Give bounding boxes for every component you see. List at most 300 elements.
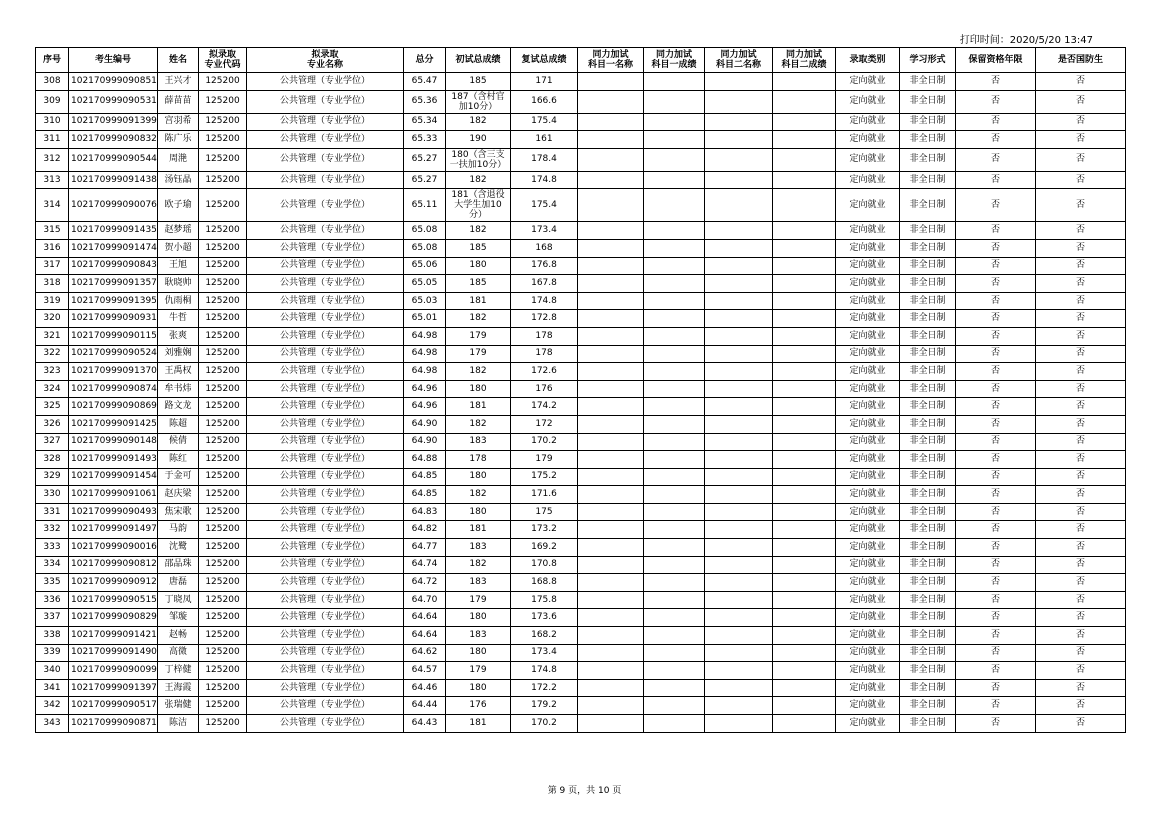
cell-major-name: 公共管理（专业学位）: [247, 451, 404, 469]
cell-reserve-years: 否: [956, 609, 1036, 627]
table-row: [36, 275, 1126, 293]
cell-seq: 335: [36, 574, 69, 592]
cell-extra2-score: [773, 222, 836, 240]
cell-initial: 183: [446, 539, 511, 557]
cell-major-name: 公共管理（专业学位）: [247, 556, 404, 574]
cell-extra2-score: [773, 257, 836, 275]
cell-extra1-score: [644, 171, 705, 189]
cell-major-code: 125200: [199, 275, 247, 293]
cell-study-form: 非全日制: [900, 380, 956, 398]
cell-extra2-name: [705, 148, 773, 171]
cell-extra2-name: [705, 327, 773, 345]
cell-name: 王海霞: [158, 679, 199, 697]
table-row: [36, 292, 1126, 310]
cell-study-form: 非全日制: [900, 503, 956, 521]
cell-retest: 174.8: [511, 662, 578, 680]
cell-retest: 170.2: [511, 715, 578, 733]
cell-name: 陈广乐: [158, 131, 199, 149]
cell-major-name: 公共管理（专业学位）: [247, 574, 404, 592]
cell-reserve-years: 否: [956, 275, 1036, 293]
cell-seq: 318: [36, 275, 69, 293]
cell-extra2-name: [705, 644, 773, 662]
cell-study-form: 非全日制: [900, 415, 956, 433]
table-row: [36, 574, 1126, 592]
cell-name: 邵品珠: [158, 556, 199, 574]
cell-major-name: 公共管理（专业学位）: [247, 521, 404, 539]
cell-study-form: 非全日制: [900, 222, 956, 240]
cell-initial: 181（含退役大学生加10分）: [446, 189, 511, 222]
cell-exam-id: 102170999090524: [69, 345, 158, 363]
cell-total: 64.96: [404, 398, 446, 416]
cell-defense: 否: [1036, 73, 1126, 91]
table-row: [36, 257, 1126, 275]
cell-extra1-name: [578, 556, 644, 574]
cell-exam-id: 102170999091357: [69, 275, 158, 293]
cell-study-form: 非全日制: [900, 148, 956, 171]
cell-study-form: 非全日制: [900, 627, 956, 645]
cell-seq: 330: [36, 486, 69, 504]
cell-major-name: 公共管理（专业学位）: [247, 275, 404, 293]
cell-reserve-years: 否: [956, 73, 1036, 91]
cell-initial: 185: [446, 73, 511, 91]
cell-admit-type: 定向就业: [836, 239, 900, 257]
cell-exam-id: 102170999090874: [69, 380, 158, 398]
cell-defense: 否: [1036, 468, 1126, 486]
cell-major-code: 125200: [199, 556, 247, 574]
cell-total: 64.98: [404, 345, 446, 363]
cell-extra2-score: [773, 415, 836, 433]
cell-retest: 168.2: [511, 627, 578, 645]
cell-retest: 174.8: [511, 292, 578, 310]
cell-seq: 329: [36, 468, 69, 486]
table-row: [36, 521, 1126, 539]
cell-total: 64.85: [404, 486, 446, 504]
cell-major-name: 公共管理（专业学位）: [247, 503, 404, 521]
cell-admit-type: 定向就业: [836, 310, 900, 328]
cell-extra2-score: [773, 310, 836, 328]
cell-name: 薛苗苗: [158, 90, 199, 113]
cell-seq: 316: [36, 239, 69, 257]
cell-study-form: 非全日制: [900, 556, 956, 574]
cell-extra2-score: [773, 380, 836, 398]
cell-seq: 308: [36, 73, 69, 91]
cell-reserve-years: 否: [956, 697, 1036, 715]
table-body: [36, 73, 1126, 733]
cell-defense: 否: [1036, 556, 1126, 574]
cell-exam-id: 102170999091493: [69, 451, 158, 469]
cell-reserve-years: 否: [956, 679, 1036, 697]
cell-exam-id: 102170999090812: [69, 556, 158, 574]
cell-exam-id: 102170999091421: [69, 627, 158, 645]
cell-extra1-score: [644, 398, 705, 416]
header-col-extra2-name: 同力加试 科目二名称: [705, 48, 773, 73]
cell-extra1-score: [644, 363, 705, 381]
cell-seq: 339: [36, 644, 69, 662]
cell-initial: 180: [446, 644, 511, 662]
cell-seq: 337: [36, 609, 69, 627]
cell-reserve-years: 否: [956, 310, 1036, 328]
cell-defense: 否: [1036, 539, 1126, 557]
cell-retest: 171.6: [511, 486, 578, 504]
cell-extra2-name: [705, 345, 773, 363]
cell-major-code: 125200: [199, 345, 247, 363]
cell-extra2-score: [773, 627, 836, 645]
table-row: [36, 310, 1126, 328]
cell-extra2-name: [705, 539, 773, 557]
cell-total: 64.72: [404, 574, 446, 592]
cell-major-name: 公共管理（专业学位）: [247, 662, 404, 680]
cell-exam-id: 102170999090931: [69, 310, 158, 328]
cell-extra2-name: [705, 627, 773, 645]
cell-initial: 182: [446, 415, 511, 433]
cell-initial: 176: [446, 697, 511, 715]
cell-study-form: 非全日制: [900, 73, 956, 91]
cell-extra2-name: [705, 171, 773, 189]
cell-study-form: 非全日制: [900, 662, 956, 680]
cell-study-form: 非全日制: [900, 275, 956, 293]
cell-admit-type: 定向就业: [836, 697, 900, 715]
cell-extra1-score: [644, 591, 705, 609]
cell-major-code: 125200: [199, 715, 247, 733]
cell-total: 64.57: [404, 662, 446, 680]
cell-extra1-name: [578, 327, 644, 345]
cell-name: 贺小超: [158, 239, 199, 257]
cell-total: 65.34: [404, 113, 446, 131]
cell-admit-type: 定向就业: [836, 189, 900, 222]
header-col-total: 总分: [404, 48, 446, 73]
cell-defense: 否: [1036, 327, 1126, 345]
cell-name: 赵庆梁: [158, 486, 199, 504]
cell-retest: 170.8: [511, 556, 578, 574]
cell-extra1-name: [578, 662, 644, 680]
cell-name: 赵畅: [158, 627, 199, 645]
cell-initial: 180: [446, 679, 511, 697]
cell-initial: 179: [446, 327, 511, 345]
cell-initial: 182: [446, 486, 511, 504]
cell-seq: 332: [36, 521, 69, 539]
cell-extra2-name: [705, 609, 773, 627]
table-row: [36, 189, 1126, 222]
cell-name: 高微: [158, 644, 199, 662]
cell-study-form: 非全日制: [900, 327, 956, 345]
cell-extra1-name: [578, 363, 644, 381]
cell-extra2-name: [705, 239, 773, 257]
cell-major-code: 125200: [199, 433, 247, 451]
cell-reserve-years: 否: [956, 171, 1036, 189]
cell-major-name: 公共管理（专业学位）: [247, 415, 404, 433]
cell-total: 64.64: [404, 627, 446, 645]
cell-major-name: 公共管理（专业学位）: [247, 171, 404, 189]
cell-extra2-score: [773, 433, 836, 451]
cell-admit-type: 定向就业: [836, 503, 900, 521]
cell-initial: 179: [446, 662, 511, 680]
cell-seq: 341: [36, 679, 69, 697]
cell-extra1-score: [644, 189, 705, 222]
cell-retest: 176: [511, 380, 578, 398]
cell-seq: 317: [36, 257, 69, 275]
cell-extra2-score: [773, 239, 836, 257]
cell-total: 64.85: [404, 468, 446, 486]
cell-total: 64.83: [404, 503, 446, 521]
cell-name: 赵梦瑶: [158, 222, 199, 240]
cell-admit-type: 定向就业: [836, 148, 900, 171]
cell-defense: 否: [1036, 257, 1126, 275]
cell-major-name: 公共管理（专业学位）: [247, 239, 404, 257]
cell-extra2-score: [773, 73, 836, 91]
cell-extra2-score: [773, 662, 836, 680]
cell-extra1-score: [644, 275, 705, 293]
cell-major-name: 公共管理（专业学位）: [247, 486, 404, 504]
cell-admit-type: 定向就业: [836, 131, 900, 149]
cell-major-name: 公共管理（专业学位）: [247, 310, 404, 328]
cell-extra2-score: [773, 131, 836, 149]
cell-seq: 340: [36, 662, 69, 680]
cell-major-code: 125200: [199, 398, 247, 416]
table-row: [36, 715, 1126, 733]
cell-admit-type: 定向就业: [836, 292, 900, 310]
cell-total: 64.98: [404, 327, 446, 345]
table-row: [36, 609, 1126, 627]
cell-defense: 否: [1036, 398, 1126, 416]
cell-total: 64.43: [404, 715, 446, 733]
cell-name: 陈超: [158, 415, 199, 433]
cell-initial: 180: [446, 257, 511, 275]
cell-major-code: 125200: [199, 239, 247, 257]
cell-retest: 173.2: [511, 521, 578, 539]
cell-name: 张爽: [158, 327, 199, 345]
cell-seq: 311: [36, 131, 69, 149]
cell-retest: 175: [511, 503, 578, 521]
cell-major-name: 公共管理（专业学位）: [247, 380, 404, 398]
cell-admit-type: 定向就业: [836, 345, 900, 363]
cell-extra1-score: [644, 556, 705, 574]
cell-initial: 185: [446, 239, 511, 257]
cell-name: 陈洁: [158, 715, 199, 733]
cell-initial: 183: [446, 627, 511, 645]
cell-major-name: 公共管理（专业学位）: [247, 90, 404, 113]
table-row: [36, 433, 1126, 451]
cell-extra1-score: [644, 345, 705, 363]
cell-major-code: 125200: [199, 148, 247, 171]
cell-defense: 否: [1036, 697, 1126, 715]
cell-major-name: 公共管理（专业学位）: [247, 73, 404, 91]
cell-retest: 175.4: [511, 189, 578, 222]
cell-total: 65.05: [404, 275, 446, 293]
cell-admit-type: 定向就业: [836, 521, 900, 539]
cell-extra1-score: [644, 503, 705, 521]
cell-extra1-name: [578, 171, 644, 189]
cell-total: 64.70: [404, 591, 446, 609]
cell-total: 64.74: [404, 556, 446, 574]
cell-admit-type: 定向就业: [836, 171, 900, 189]
cell-major-name: 公共管理（专业学位）: [247, 591, 404, 609]
cell-extra2-score: [773, 189, 836, 222]
cell-reserve-years: 否: [956, 415, 1036, 433]
cell-study-form: 非全日制: [900, 679, 956, 697]
cell-retest: 178: [511, 327, 578, 345]
page-number: 第 9 页，共 10 页: [547, 786, 622, 796]
cell-total: 64.77: [404, 539, 446, 557]
table-row: [36, 644, 1126, 662]
cell-major-code: 125200: [199, 73, 247, 91]
cell-major-name: 公共管理（专业学位）: [247, 113, 404, 131]
cell-extra1-score: [644, 90, 705, 113]
cell-name: 王兴才: [158, 73, 199, 91]
cell-extra2-score: [773, 292, 836, 310]
table-row: [36, 363, 1126, 381]
cell-seq: 324: [36, 380, 69, 398]
cell-extra2-score: [773, 275, 836, 293]
cell-total: 64.96: [404, 380, 446, 398]
cell-exam-id: 102170999091370: [69, 363, 158, 381]
cell-seq: 314: [36, 189, 69, 222]
cell-seq: 309: [36, 90, 69, 113]
cell-admit-type: 定向就业: [836, 715, 900, 733]
cell-initial: 183: [446, 574, 511, 592]
cell-total: 65.27: [404, 148, 446, 171]
cell-extra1-name: [578, 292, 644, 310]
cell-extra1-score: [644, 239, 705, 257]
table-row: [36, 627, 1126, 645]
cell-total: 64.90: [404, 433, 446, 451]
cell-extra2-name: [705, 415, 773, 433]
cell-name: 牛哲: [158, 310, 199, 328]
header-col-name: 姓名: [158, 48, 199, 73]
cell-total: 65.36: [404, 90, 446, 113]
cell-extra2-score: [773, 679, 836, 697]
cell-admit-type: 定向就业: [836, 415, 900, 433]
table-row: [36, 591, 1126, 609]
cell-admit-type: 定向就业: [836, 556, 900, 574]
cell-defense: 否: [1036, 715, 1126, 733]
cell-reserve-years: 否: [956, 486, 1036, 504]
cell-reserve-years: 否: [956, 521, 1036, 539]
cell-study-form: 非全日制: [900, 486, 956, 504]
cell-extra1-score: [644, 310, 705, 328]
header-col-exam-id: 考生编号: [69, 48, 158, 73]
table-row: [36, 171, 1126, 189]
header-col-retest: 复试总成绩: [511, 48, 578, 73]
cell-major-code: 125200: [199, 363, 247, 381]
cell-retest: 168: [511, 239, 578, 257]
cell-extra2-name: [705, 363, 773, 381]
cell-name: 王旭: [158, 257, 199, 275]
cell-name: 丁晓凤: [158, 591, 199, 609]
cell-major-name: 公共管理（专业学位）: [247, 697, 404, 715]
cell-defense: 否: [1036, 609, 1126, 627]
cell-seq: 319: [36, 292, 69, 310]
cell-reserve-years: 否: [956, 292, 1036, 310]
cell-exam-id: 102170999091397: [69, 679, 158, 697]
cell-seq: 333: [36, 539, 69, 557]
cell-seq: 343: [36, 715, 69, 733]
cell-extra2-name: [705, 275, 773, 293]
cell-name: 耿晓帅: [158, 275, 199, 293]
cell-name: 沈鹭: [158, 539, 199, 557]
cell-extra2-name: [705, 486, 773, 504]
cell-major-code: 125200: [199, 131, 247, 149]
cell-reserve-years: 否: [956, 591, 1036, 609]
table-row: [36, 451, 1126, 469]
cell-study-form: 非全日制: [900, 363, 956, 381]
print-time: 打印时间：2020/5/20 13:47: [959, 35, 1093, 46]
cell-extra2-name: [705, 468, 773, 486]
cell-exam-id: 102170999090871: [69, 715, 158, 733]
cell-extra2-name: [705, 451, 773, 469]
cell-retest: 172.2: [511, 679, 578, 697]
cell-extra2-score: [773, 148, 836, 171]
cell-study-form: 非全日制: [900, 591, 956, 609]
cell-defense: 否: [1036, 486, 1126, 504]
cell-study-form: 非全日制: [900, 539, 956, 557]
cell-retest: 168.8: [511, 574, 578, 592]
cell-seq: 331: [36, 503, 69, 521]
cell-study-form: 非全日制: [900, 644, 956, 662]
cell-extra2-name: [705, 310, 773, 328]
cell-extra2-score: [773, 521, 836, 539]
cell-retest: 174.2: [511, 398, 578, 416]
header-col-major-code: 拟录取 专业代码: [199, 48, 247, 73]
cell-defense: 否: [1036, 451, 1126, 469]
cell-extra1-score: [644, 644, 705, 662]
cell-admit-type: 定向就业: [836, 90, 900, 113]
header-col-initial: 初试总成绩: [446, 48, 511, 73]
table-row: [36, 90, 1126, 113]
cell-study-form: 非全日制: [900, 310, 956, 328]
cell-major-name: 公共管理（专业学位）: [247, 363, 404, 381]
cell-exam-id: 102170999090829: [69, 609, 158, 627]
cell-reserve-years: 否: [956, 239, 1036, 257]
cell-reserve-years: 否: [956, 363, 1036, 381]
cell-reserve-years: 否: [956, 556, 1036, 574]
cell-extra2-name: [705, 398, 773, 416]
cell-reserve-years: 否: [956, 398, 1036, 416]
table-row: [36, 73, 1126, 91]
cell-major-name: 公共管理（专业学位）: [247, 433, 404, 451]
cell-reserve-years: 否: [956, 327, 1036, 345]
cell-retest: 173.4: [511, 644, 578, 662]
cell-extra2-name: [705, 662, 773, 680]
cell-reserve-years: 否: [956, 90, 1036, 113]
cell-total: 65.33: [404, 131, 446, 149]
cell-initial: 180（含三支一扶加10分）: [446, 148, 511, 171]
header-col-extra1-name: 同力加试 科目一名称: [578, 48, 644, 73]
cell-admit-type: 定向就业: [836, 363, 900, 381]
cell-total: 65.27: [404, 171, 446, 189]
cell-extra2-name: [705, 380, 773, 398]
cell-admit-type: 定向就业: [836, 451, 900, 469]
cell-extra1-name: [578, 310, 644, 328]
cell-initial: 182: [446, 171, 511, 189]
cell-major-name: 公共管理（专业学位）: [247, 468, 404, 486]
cell-extra2-name: [705, 73, 773, 91]
cell-major-name: 公共管理（专业学位）: [247, 148, 404, 171]
cell-exam-id: 102170999091454: [69, 468, 158, 486]
cell-initial: 183: [446, 433, 511, 451]
cell-extra2-score: [773, 327, 836, 345]
cell-extra1-score: [644, 433, 705, 451]
cell-extra2-score: [773, 503, 836, 521]
cell-exam-id: 102170999090912: [69, 574, 158, 592]
cell-extra1-score: [644, 486, 705, 504]
cell-name: 宫羽希: [158, 113, 199, 131]
cell-extra1-score: [644, 415, 705, 433]
cell-extra1-name: [578, 433, 644, 451]
cell-extra1-name: [578, 486, 644, 504]
cell-reserve-years: 否: [956, 451, 1036, 469]
cell-initial: 180: [446, 503, 511, 521]
table-row: [36, 113, 1126, 131]
